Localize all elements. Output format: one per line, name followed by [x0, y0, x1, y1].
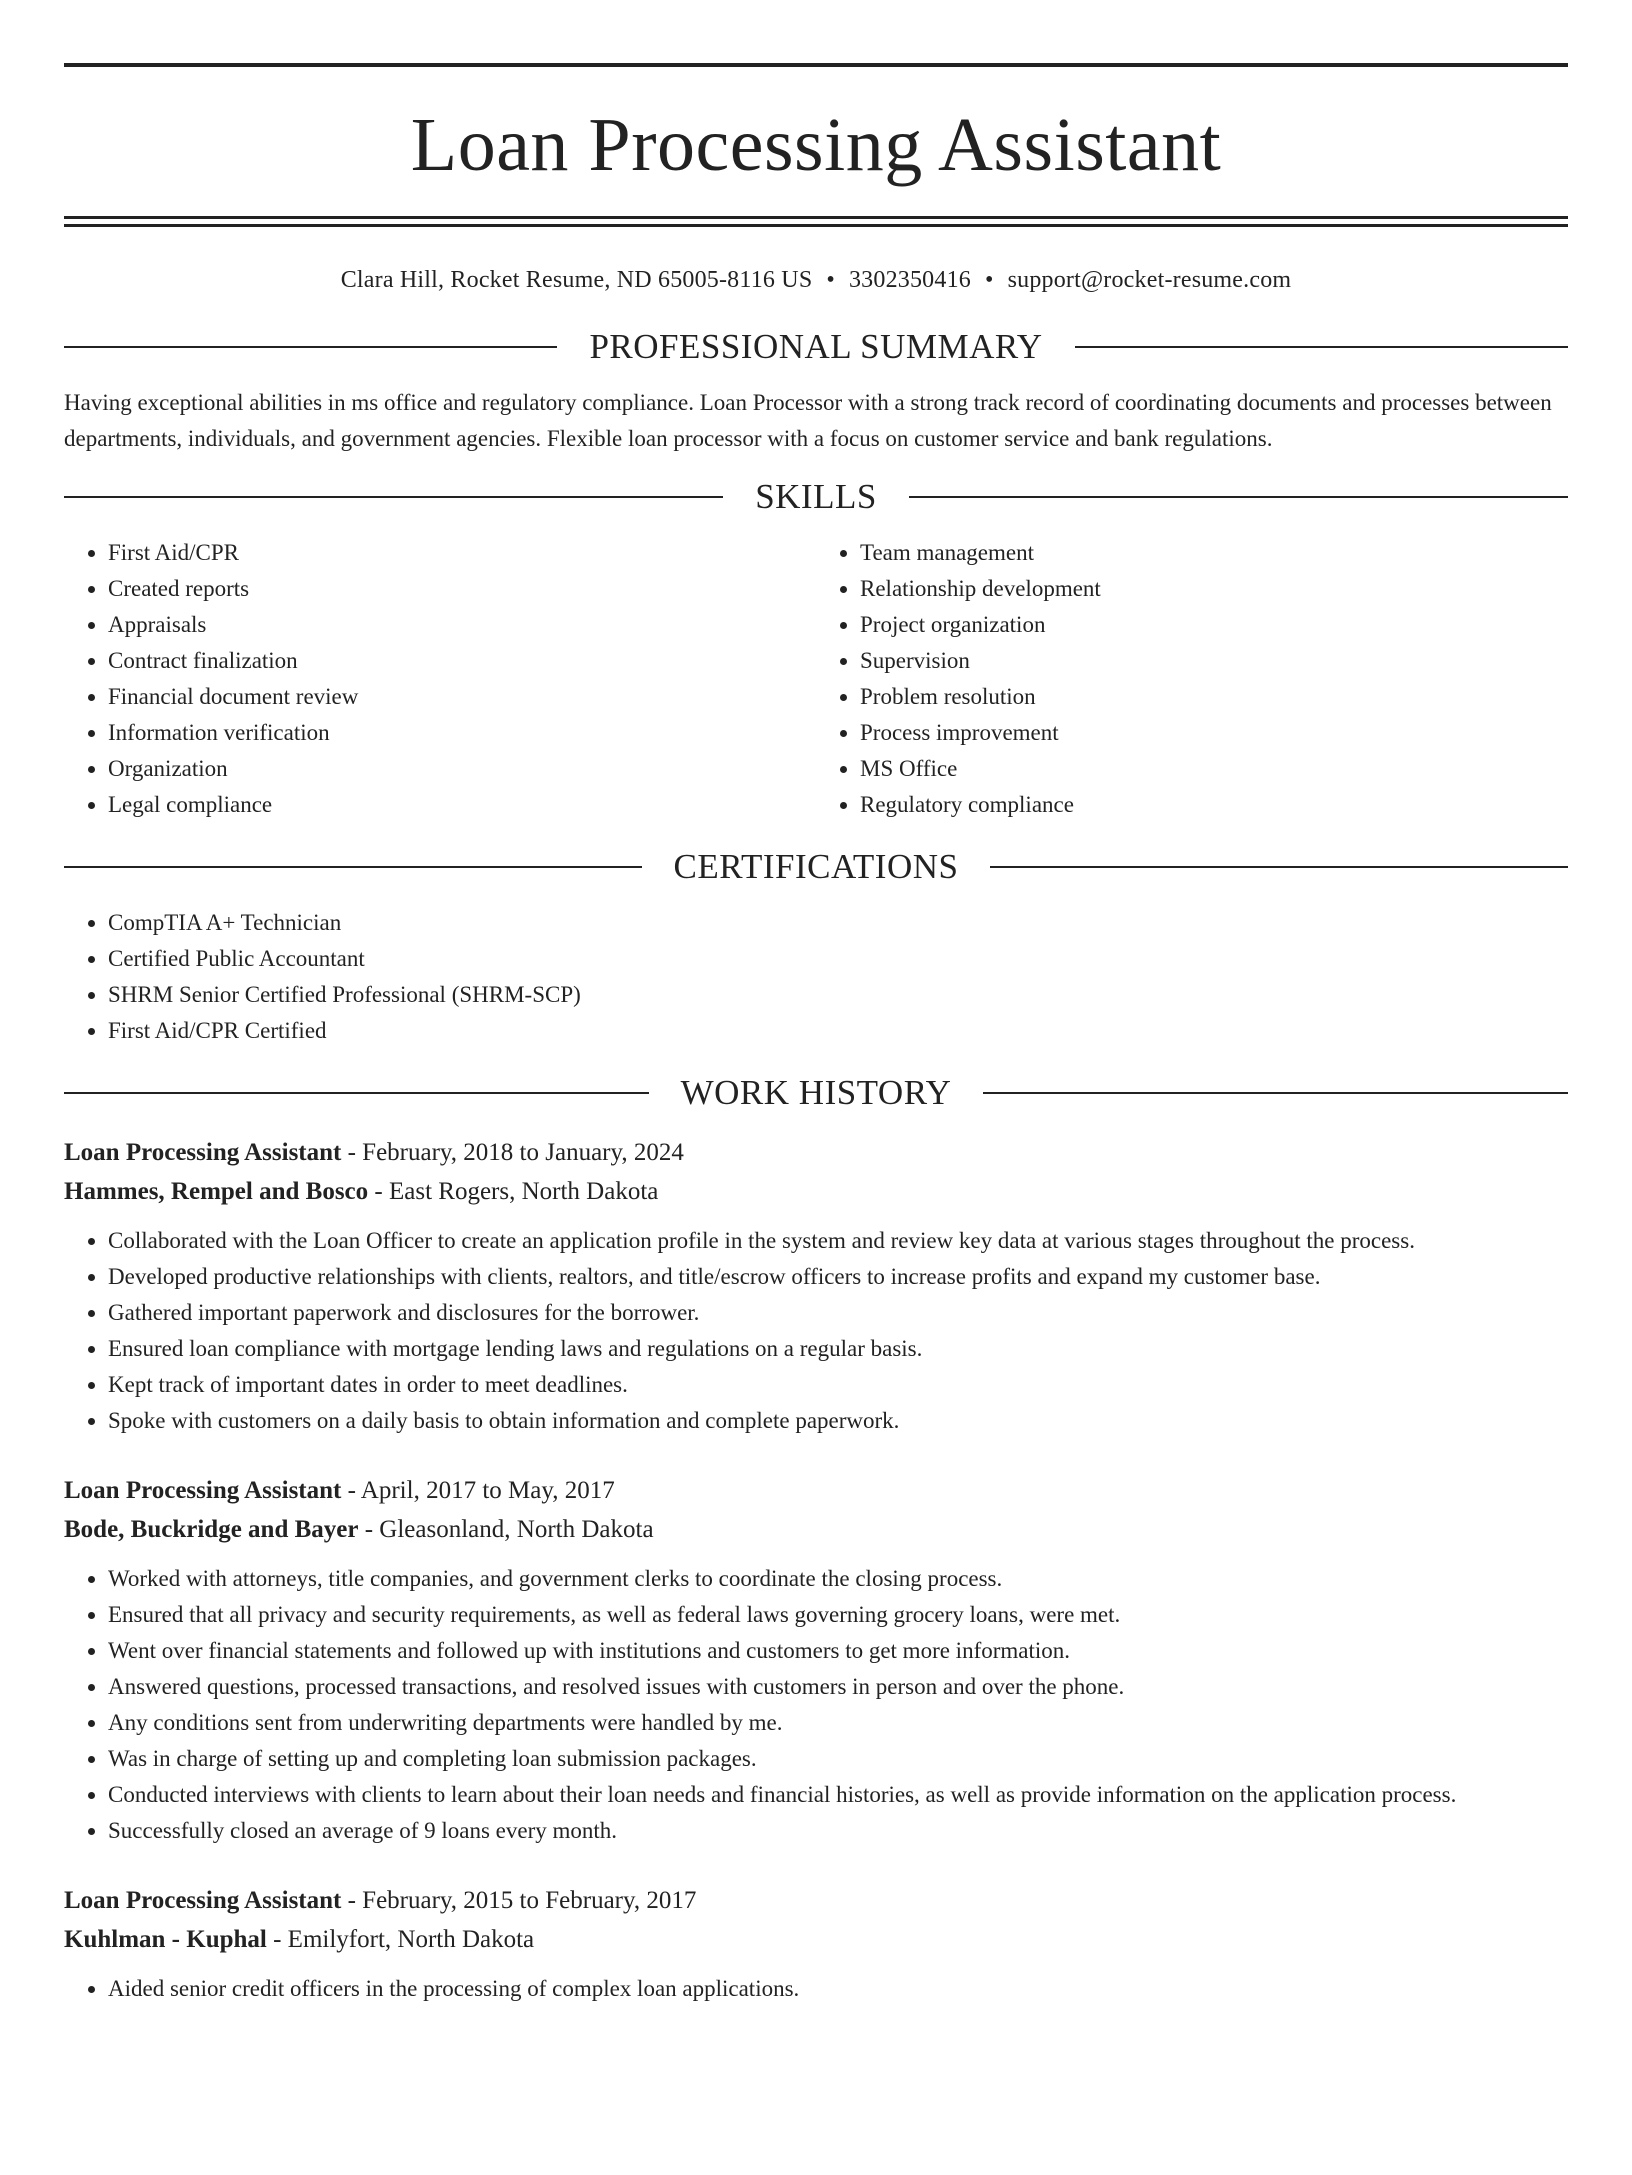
skill-item: • Regulatory compliance — [860, 787, 1568, 823]
skill-item: • Team management — [860, 535, 1568, 571]
job-bullets — [64, 1971, 1568, 2007]
work-history-heading: WORK HISTORY — [680, 1073, 952, 1112]
skills-list-right — [816, 535, 1568, 823]
job-title-line — [64, 1881, 1568, 1920]
skill-item: • Financial document review — [108, 679, 816, 715]
contact-separator: • — [826, 267, 835, 293]
job-location: - East Rogers, North Dakota — [368, 1178, 659, 1205]
skill-item: • MS Office — [860, 751, 1568, 787]
heading-rule-left — [64, 866, 642, 868]
job-company: Bode, Buckridge and Bayer — [64, 1516, 359, 1543]
job-bullet: • Any conditions sent from underwriting departments were handled by me. — [108, 1705, 1568, 1741]
skill-item: • Project organization — [860, 607, 1568, 643]
job-company: Hammes, Rempel and Bosco — [64, 1178, 369, 1205]
heading-rule-right — [983, 1092, 1568, 1094]
summary-section-heading — [64, 325, 1568, 369]
job-bullets — [64, 1561, 1568, 1849]
job-company-line — [64, 1920, 1568, 1959]
job-bullets — [64, 1223, 1568, 1439]
certifications-section-heading — [64, 845, 1568, 889]
job-bullet: • Went over financial statements and followed up with institutions and customers to get more information. — [108, 1633, 1568, 1669]
skill-item: • Relationship development — [860, 571, 1568, 607]
heading-rule-left — [64, 1092, 649, 1094]
certification-item: • First Aid/CPR Certified — [108, 1013, 1568, 1049]
heading-rule-right — [1075, 346, 1568, 348]
skills-heading: SKILLS — [755, 477, 877, 516]
job-bullet: • Ensured loan compliance with mortgage lending laws and regulations on a regular basis. — [108, 1331, 1568, 1367]
job-bullet: • Aided senior credit officers in the processing of complex loan applications. — [108, 1971, 1568, 2007]
skill-item: • First Aid/CPR — [108, 535, 816, 571]
summary-text: Having exceptional abilities in ms office and regulatory compliance. Loan Processor with a strong track record of coordinating documents and processes between departments, individuals, and government agencies. Flexible loan processor with a focus on customer service and bank regulations. — [64, 390, 1552, 451]
job-entry — [64, 1881, 1568, 2007]
heading-rule-right — [990, 866, 1568, 868]
contact-phone: 3302350416 — [848, 267, 971, 293]
heading-rule-right — [909, 496, 1568, 498]
job-entry — [64, 1471, 1568, 1849]
skill-item: • Appraisals — [108, 607, 816, 643]
job-title: Loan Processing Assistant — [64, 1139, 342, 1166]
job-dates: - February, 2015 to February, 2017 — [341, 1887, 697, 1914]
skills-columns — [64, 535, 1568, 823]
resume-page — [64, 63, 1568, 2007]
skill-item: • Organization — [108, 751, 816, 787]
certification-item: • CompTIA A+ Technician — [108, 905, 1568, 941]
job-title-line — [64, 1133, 1568, 1172]
job-bullet: • Collaborated with the Loan Officer to create an application profile in the system and review key data at various stages throughout the process. — [108, 1223, 1568, 1259]
skills-list-left — [64, 535, 816, 823]
job-title: Loan Processing Assistant — [64, 1887, 342, 1914]
skill-item: • Information verification — [108, 715, 816, 751]
job-title: Loan Processing Assistant — [64, 1477, 342, 1504]
job-bullet: • Ensured that all privacy and security requirements, as well as federal laws governing grocery loans, were met. — [108, 1597, 1568, 1633]
job-bullet: • Was in charge of setting up and completing loan submission packages. — [108, 1741, 1568, 1777]
skill-item: • Problem resolution — [860, 679, 1568, 715]
job-bullet: • Worked with attorneys, title companies, and government clerks to coordinate the closing process. — [108, 1561, 1568, 1597]
job-location: - Gleasonland, North Dakota — [358, 1516, 654, 1543]
job-entry — [64, 1133, 1568, 1439]
skill-item: • Contract finalization — [108, 643, 816, 679]
job-bullet: • Gathered important paperwork and disclosures for the borrower. — [108, 1295, 1568, 1331]
job-dates: - April, 2017 to May, 2017 — [341, 1477, 615, 1504]
certifications-heading: CERTIFICATIONS — [673, 847, 959, 886]
skill-item: • Process improvement — [860, 715, 1568, 751]
contact-line — [64, 265, 1568, 295]
title-double-divider — [64, 216, 1568, 227]
job-company: Kuhlman - Kuphal — [64, 1926, 267, 1953]
job-bullet: • Developed productive relationships with clients, realtors, and title/escrow officers to increase profits and expand my customer base. — [108, 1259, 1568, 1295]
job-bullet: • Spoke with customers on a daily basis to obtain information and complete paperwork. — [108, 1403, 1568, 1439]
contact-email: support@rocket-resume.com — [1007, 267, 1292, 293]
job-bullet: • Answered questions, processed transactions, and resolved issues with customers in person and over the phone. — [108, 1669, 1568, 1705]
skill-item: • Supervision — [860, 643, 1568, 679]
contact-separator: • — [984, 267, 994, 293]
job-location: - Emilyfort, North Dakota — [266, 1926, 535, 1953]
skill-item: • Created reports — [108, 571, 816, 607]
summary-heading: PROFESSIONAL SUMMARY — [589, 327, 1043, 366]
job-bullet: • Successfully closed an average of 9 loans every month. — [108, 1813, 1568, 1849]
contact-address: Clara Hill, Rocket Resume, ND 65005-8116 US — [340, 267, 813, 293]
skills-section-heading — [64, 475, 1568, 519]
job-company-line — [64, 1510, 1568, 1549]
job-title-line — [64, 1471, 1568, 1510]
work-history-section-heading — [64, 1071, 1568, 1115]
job-bullet: • Kept track of important dates in order to meet deadlines. — [108, 1367, 1568, 1403]
certifications-list — [64, 905, 1568, 1049]
job-company-line — [64, 1172, 1568, 1211]
certification-item: • SHRM Senior Certified Professional (SHRM-SCP) — [108, 977, 1568, 1013]
heading-rule-left — [64, 346, 557, 348]
top-divider — [64, 63, 1568, 67]
certification-item: • Certified Public Accountant — [108, 941, 1568, 977]
heading-rule-left — [64, 496, 723, 498]
skill-item: • Legal compliance — [108, 787, 816, 823]
resume-title: Loan Processing Assistant — [410, 103, 1222, 187]
job-dates: - February, 2018 to January, 2024 — [341, 1139, 684, 1166]
job-bullet: • Conducted interviews with clients to learn about their loan needs and financial histories, as well as provide information on the application process. — [108, 1777, 1568, 1813]
